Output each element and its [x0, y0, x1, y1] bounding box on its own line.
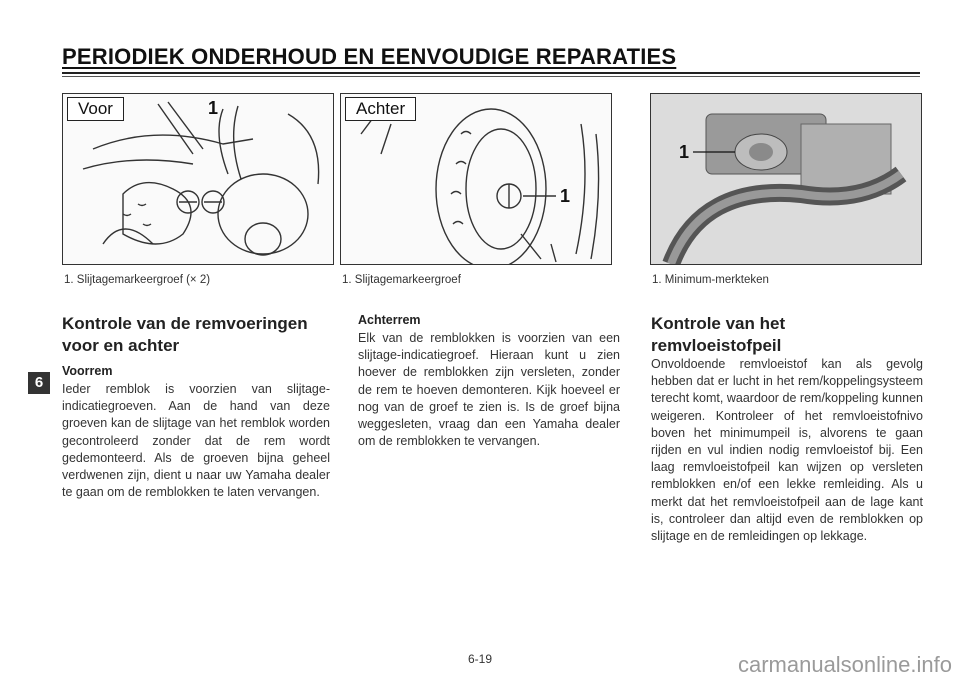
subheading-front-brake: Voorrem [62, 364, 113, 378]
watermark: carmanualsonline.info [737, 652, 952, 677]
figure-rear-brake [340, 93, 612, 265]
caption-rear: 1. Slijtagemarkeergroef [342, 274, 461, 286]
page-title: PERIODIEK ONDERHOUD EN EENVOUDIGE REPARATIES [62, 44, 677, 69]
caption-reservoir: 1. Minimum-merkteken [652, 274, 769, 286]
figure-number-front: 1 [208, 98, 219, 118]
subheading-rear-brake: Achterrem [358, 313, 421, 327]
header-rule [62, 72, 920, 74]
paragraph-rear-brake: Elk van de remblokken is voorzien van een slijtage-indicatiegroef. Hieraan kunt u zien hoever de remblokken zijn versleten, zonder de rem te hoeven demonteren. Kijk hoeveel er nog van de groef te zien is. Is de groef bijna weggesleten, vraag dan een Yamaha dealer om de remblokken te vervangen. [358, 331, 620, 449]
section-tab: 6 [28, 372, 50, 394]
figure-number-rear: 1 [560, 186, 571, 206]
figure-label-front: Voor [67, 97, 124, 121]
paragraph-brake-fluid: Onvoldoende remvloeistof kan als gevolg hebben dat er lucht in het rem/koppelingsysteem terecht komt, waardoor de rem/koppeling kunnen weigeren. Kontroleer of het remvloeistofnivo boven het minimumpeil is, alvorens te gaan rijden en vul indien nodig remvloeistof bij. Een laag remvloeistofpeil kan wijzen op versleten remblokken en/of een lekke remleiding. Als u merkt dat het remvloeistofpeil aan de lage kant is, controleer dan altijd even de remblokken op slijtage en de remleidingen op lekkage. [651, 357, 923, 544]
reservoir-photo [651, 94, 921, 264]
caption-front: 1. Slijtagemarkeergroef (× 2) [64, 274, 211, 286]
page-number: 6-19 [468, 652, 493, 666]
figure-number-reservoir: 1 [679, 142, 690, 162]
paragraph-front-brake: Ieder remblok is voorzien van slijtage-indicatiegroeven. Aan de hand van deze groeven kan de slijtage van het remblok worden gecontroleerd zonder dat de rem wordt gedemonteerd. Als de groeven bijna geheel verdwenen zijn, dient u naar uw Yamaha dealer te gaan om de remblokken te laten vervangen. [62, 382, 330, 500]
heading-brake-fluid: Kontrole van het remvloeistofpeil [651, 314, 786, 355]
figure-brake-fluid-reservoir [650, 93, 922, 265]
figure-label-rear: Achter [345, 97, 416, 121]
figure-front-brake [62, 93, 334, 265]
header-rule-thin [62, 76, 920, 77]
heading-brake-pads: Kontrole van de remvoeringen voor en achter [62, 314, 308, 355]
